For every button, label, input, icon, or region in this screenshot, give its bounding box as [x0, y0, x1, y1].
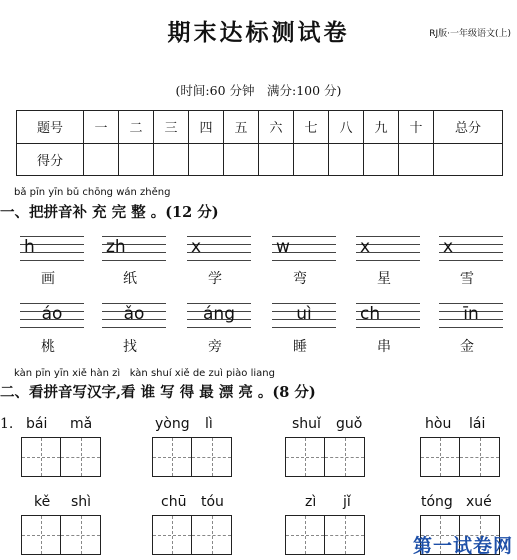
- time-info: (时间:60 分钟 满分:100 分): [175, 83, 342, 98]
- pinyin-syllable: kě: [34, 494, 51, 510]
- pinyin-letter: áo: [41, 304, 63, 324]
- pinyin-letter: x: [443, 237, 454, 257]
- score-input-cell[interactable]: [119, 143, 154, 176]
- hanzi-char: 画: [41, 271, 55, 287]
- hanzi-char: 星: [377, 271, 391, 287]
- pinyin-letter: ch: [360, 304, 381, 324]
- pinyin-syllable: zì: [305, 494, 317, 510]
- pinyin-fill-lines[interactable]: [20, 236, 84, 260]
- pinyin-syllable: guǒ: [336, 416, 363, 432]
- pinyin-fill-lines[interactable]: [20, 303, 84, 327]
- pinyin-fill-lines[interactable]: [187, 236, 251, 260]
- grid-cell[interactable]: [21, 437, 61, 477]
- score-cell: 六: [259, 111, 294, 144]
- score-cell: 十: [399, 111, 434, 144]
- score-row-label: 得分: [17, 143, 84, 176]
- grid-cell[interactable]: [152, 515, 192, 555]
- pinyin-fill-lines[interactable]: [102, 236, 166, 260]
- pinyin-syllable: bái: [26, 416, 48, 432]
- writing-grid[interactable]: [152, 437, 232, 477]
- pinyin-fill-lines[interactable]: [102, 303, 166, 327]
- score-table-header-row: [17, 111, 503, 144]
- pinyin-fill-lines[interactable]: [272, 236, 336, 260]
- pinyin-syllable: chū: [161, 494, 187, 510]
- grid-cell[interactable]: [420, 437, 460, 477]
- score-input-cell[interactable]: [329, 143, 364, 176]
- hanzi-char: 找: [123, 339, 137, 355]
- pinyin-fill-lines[interactable]: [356, 236, 420, 260]
- writing-grid[interactable]: [152, 515, 232, 555]
- hanzi-char: 雪: [460, 271, 474, 287]
- pinyin-fill-lines[interactable]: [439, 303, 503, 327]
- writing-grid[interactable]: [21, 437, 101, 477]
- score-cell: 三: [154, 111, 189, 144]
- score-input-cell[interactable]: [364, 143, 399, 176]
- grid-cell[interactable]: [460, 437, 500, 477]
- pinyin-letter: x: [360, 237, 371, 257]
- pinyin-fill-lines[interactable]: [356, 303, 420, 327]
- hanzi-char: 旁: [208, 339, 222, 355]
- hanzi-char: 睡: [293, 339, 307, 355]
- score-cell: 四: [189, 111, 224, 144]
- hanzi-char: 学: [208, 271, 222, 287]
- pinyin-letter: zh: [106, 237, 126, 257]
- hanzi-char: 金: [460, 339, 474, 355]
- pinyin-syllable: mǎ: [70, 416, 93, 432]
- pinyin-syllable: jǐ: [343, 494, 351, 510]
- score-input-cell[interactable]: [399, 143, 434, 176]
- pinyin-letter: īn: [463, 304, 479, 324]
- score-input-cell[interactable]: [294, 143, 329, 176]
- pinyin-syllable: lái: [469, 416, 486, 432]
- writing-grid[interactable]: [420, 437, 500, 477]
- pinyin-syllable: tóng: [421, 494, 453, 510]
- section1-title: 一、把拼音补 充 完 整 。(12 分): [0, 204, 219, 221]
- pinyin-syllable: yòng: [155, 416, 190, 432]
- section2-title: 二、看拼音写汉字,看 谁 写 得 最 漂 亮 。(8 分): [0, 384, 316, 401]
- score-cell: 七: [294, 111, 329, 144]
- score-cell: 八: [329, 111, 364, 144]
- pinyin-fill-lines[interactable]: [272, 303, 336, 327]
- hanzi-char: 桃: [41, 339, 55, 355]
- score-cell: 题号: [17, 111, 84, 144]
- pinyin-letter: áng: [203, 304, 235, 324]
- section1-pinyin: bǎ pīn yīn bǔ chōng wán zhěng: [14, 187, 171, 198]
- score-cell: 九: [364, 111, 399, 144]
- score-cell: 二: [119, 111, 154, 144]
- edition-label: RJ版·一年级语文(上): [429, 29, 511, 39]
- page-title: 期末达标测试卷: [167, 19, 350, 46]
- writing-grid[interactable]: [285, 515, 365, 555]
- section2-pinyin: kàn pīn yīn xiě hàn zì kàn shuí xiě de zuì piào liang: [14, 368, 275, 379]
- score-table: [16, 110, 503, 176]
- pinyin-fill-lines[interactable]: [187, 303, 251, 327]
- pinyin-letter: w: [276, 237, 290, 257]
- grid-cell[interactable]: [152, 437, 192, 477]
- grid-cell[interactable]: [325, 515, 365, 555]
- grid-cell[interactable]: [285, 515, 325, 555]
- pinyin-syllable: lì: [205, 416, 213, 432]
- writing-grid[interactable]: [285, 437, 365, 477]
- grid-cell[interactable]: [61, 515, 101, 555]
- hanzi-char: 纸: [123, 271, 137, 287]
- grid-cell[interactable]: [192, 515, 232, 555]
- score-table-score-row: [17, 143, 503, 176]
- score-input-cell[interactable]: [434, 143, 503, 176]
- pinyin-syllable: shì: [71, 494, 92, 510]
- score-cell: 一: [84, 111, 119, 144]
- score-cell: 总分: [434, 111, 503, 144]
- score-cell: 五: [224, 111, 259, 144]
- pinyin-letter: x: [191, 237, 202, 257]
- writing-grid[interactable]: [21, 515, 101, 555]
- pinyin-syllable: tóu: [201, 494, 224, 510]
- grid-cell[interactable]: [192, 437, 232, 477]
- grid-cell[interactable]: [61, 437, 101, 477]
- grid-cell[interactable]: [21, 515, 61, 555]
- pinyin-syllable: shuǐ: [292, 416, 321, 432]
- score-input-cell[interactable]: [189, 143, 224, 176]
- hanzi-char: 弯: [293, 271, 307, 287]
- score-input-cell[interactable]: [154, 143, 189, 176]
- grid-cell[interactable]: [285, 437, 325, 477]
- watermark: 第一试卷网: [412, 535, 513, 557]
- pinyin-syllable: xué: [466, 494, 492, 510]
- hanzi-char: 串: [377, 339, 391, 355]
- score-input-cell[interactable]: [84, 143, 119, 176]
- item-marker: 1.: [0, 416, 14, 432]
- grid-cell[interactable]: [325, 437, 365, 477]
- pinyin-fill-lines[interactable]: [439, 236, 503, 260]
- pinyin-letter: h: [24, 237, 35, 257]
- pinyin-syllable: hòu: [425, 416, 452, 432]
- score-input-cell[interactable]: [224, 143, 259, 176]
- pinyin-letter: ǎo: [123, 304, 145, 324]
- pinyin-letter: uì: [296, 304, 312, 324]
- score-input-cell[interactable]: [259, 143, 294, 176]
